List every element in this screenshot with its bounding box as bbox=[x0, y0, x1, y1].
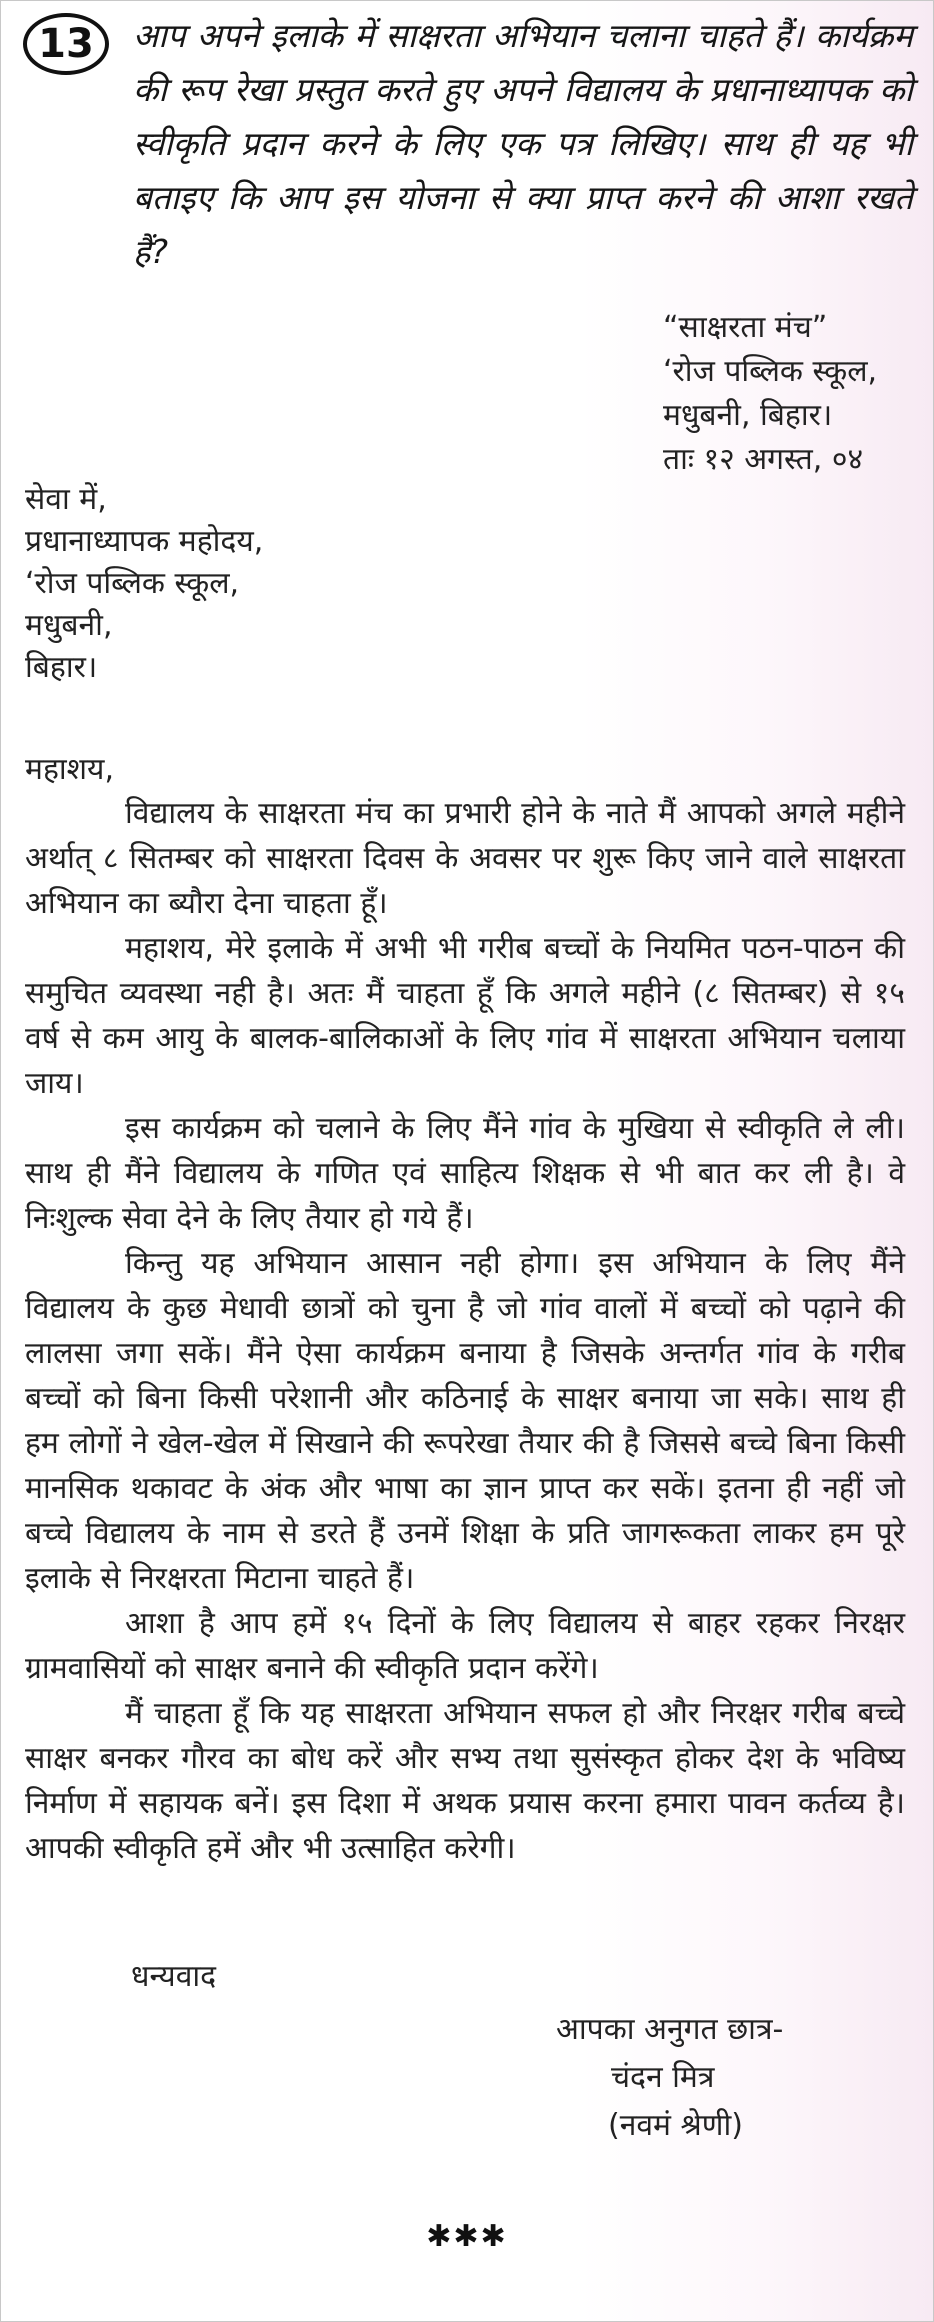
body-paragraph-4: किन्तु यह अभियान आसान नही होगा। इस अभियान के लिए मैंने विद्यालय के कुछ मेधावी छात्रों को चुना है जो गांव वालों में बच्चों को पढ़ाने की लालसा जगा सकें। मैंने ऐसा कार्यक्रम बनाया है जिसके अन्तर्गत गांव के गरीब बच्चों को बिना किसी परेशानी और कठिनाई के साक्षर बनाया जा सके। साथ ही हम लोगों ने खेल-खेल में सिखाने की रूपरेखा तैयार की है जिससे बच्चे बिना किसी मानसिक थकावट के अंक और भाषा का ज्ञान प्राप्त कर सकें। इतना ही नहीं जो बच्चे विद्यालय के नाम से डरते हैं उनमें शिक्षा के प्रति जागरूकता लाकर हम पूरे इलाके से निरक्षरता मिटाना चाहते हैं। bbox=[25, 1246, 905, 1596]
end-ornament-icon: ✱✱✱ bbox=[426, 2219, 508, 2254]
question-text: आप अपने इलाके में साक्षरता अभियान चलाना चाहते हैं। कार्यक्रम की रूप रेखा प्रस्तुत करते हुए अपने विद्यालय के प्रधानाध्यापक को स्वीकृति प्रदान करने के लिए एक पत्र लिखिए। साथ ही यह भी बताइए कि आप इस योजना से क्या प्राप्त करने की आशा रखते हैं? bbox=[133, 16, 913, 271]
sender-line-1: “साक्षरता मंच” bbox=[663, 310, 828, 345]
signature-name: चंदन मित्र bbox=[611, 2060, 715, 2095]
salutation: महाशय, bbox=[25, 752, 114, 787]
recipient-line-4: मधुबनी, bbox=[25, 608, 113, 643]
signature-valediction: आपका अनुगत छात्र- bbox=[556, 2012, 784, 2047]
letter-date: ताः १२ अगस्त, ०४ bbox=[663, 442, 864, 477]
recipient-address bbox=[25, 479, 263, 689]
signature-class: (नवमं श्रेणी) bbox=[608, 2108, 743, 2143]
signature-block bbox=[556, 2006, 783, 2150]
sender-line-2: ‘रोज पब्लिक स्कूल, bbox=[663, 354, 878, 389]
sender-address bbox=[663, 306, 877, 482]
body-paragraph-5: आशा है आप हमें १५ दिनों के लिए विद्यालय से बाहर रहकर निरक्षर ग्रामवासियों को साक्षर बनाने की स्वीकृति प्रदान करेंगे। bbox=[25, 1606, 905, 1686]
closing-thanks: धन्यवाद bbox=[131, 1959, 217, 1994]
question-block bbox=[23, 9, 913, 279]
body-paragraph-6: मैं चाहता हूँ कि यह साक्षरता अभियान सफल हो और निरक्षर गरीब बच्चे साक्षर बनकर गौरव का बोध करें और सभ्य तथा सुसंस्कृत होकर देश के भविष्य निर्माण में सहायक बनें। इस दिशा में अथक प्रयास करना हमारा पावन कर्तव्य है। आपकी स्वीकृति हमें और भी उत्साहित करेगी। bbox=[25, 1696, 905, 1866]
letter-body bbox=[25, 791, 905, 1871]
recipient-line-3: ‘रोज पब्लिक स्कूल, bbox=[25, 566, 240, 601]
question-number-badge: 13 bbox=[23, 13, 109, 75]
sender-line-3: मधुबनी, बिहार। bbox=[663, 398, 833, 433]
body-paragraph-1: विद्यालय के साक्षरता मंच का प्रभारी होने के नाते मैं आपको अगले महीने अर्थात् ८ सितम्बर को साक्षरता दिवस के अवसर पर शुरू किए जाने वाले साक्षरता अभियान का ब्यौरा देना चाहता हूँ। bbox=[25, 796, 905, 921]
body-paragraph-3: इस कार्यक्रम को चलाने के लिए मैंने गांव के मुखिया से स्वीकृति ले ली। साथ ही मैंने विद्यालय के गणित एवं साहित्य शिक्षक से भी बात कर ली है। वे निःशुल्क सेवा देने के लिए तैयार हो गये हैं। bbox=[25, 1111, 906, 1236]
body-paragraph-2: महाशय, मेरे इलाके में अभी भी गरीब बच्चों के नियमित पठन-पाठन की समुचित व्यवस्था नही है। अतः मैं चाहता हूँ कि अगले महीने (८ सितम्बर) से १५ वर्ष से कम आयु के बालक-बालिकाओं के लिए गांव में साक्षरता अभियान चलाया जाय। bbox=[25, 931, 905, 1101]
recipient-line-1: सेवा में, bbox=[25, 482, 107, 517]
recipient-line-5: बिहार। bbox=[25, 650, 98, 685]
recipient-line-2: प्रधानाध्यापक महोदय, bbox=[25, 524, 264, 559]
